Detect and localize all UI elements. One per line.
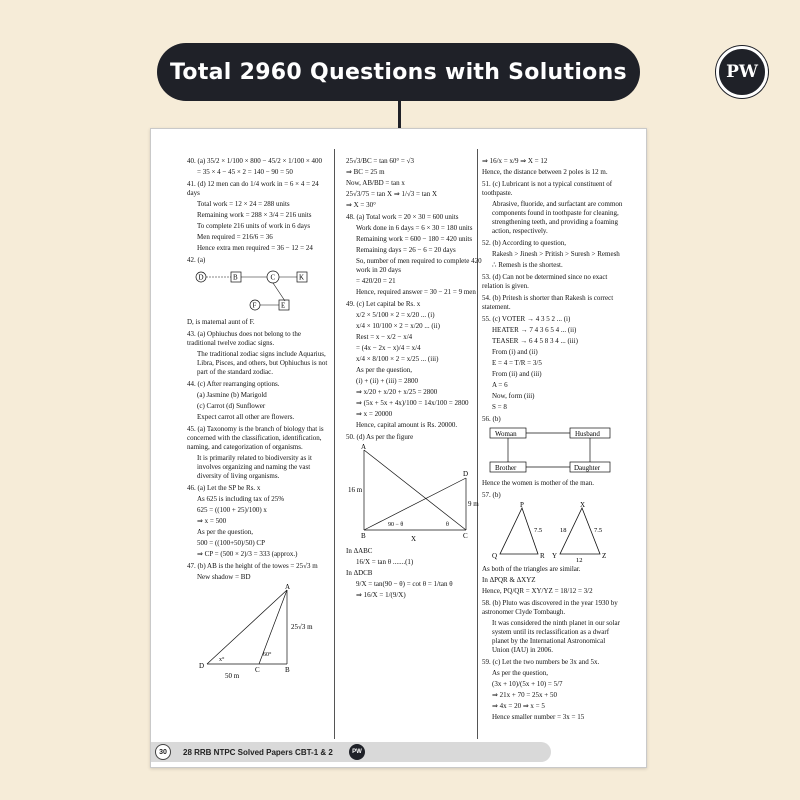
- text-line: 58. (b) Pluto was discovered in the year 1930 by astronomer Clyde Tombaugh.: [482, 599, 618, 616]
- text-line: 57. (b): [482, 491, 501, 499]
- text-line: Abrasive, fluoride, and surfactant are common components found in toothpaste for cleaning, strengthening teeth, and providing a foaming action, respectively.: [492, 200, 623, 235]
- text-line: 54. (b) Pritesh is shorter than Rakesh is correct statement.: [482, 294, 614, 311]
- text-line: ⇒ x/20 + x/20 + x/25 = 2800: [356, 388, 438, 396]
- text-line: Remaining days = 26 − 6 = 20 days: [356, 246, 456, 254]
- text-line: 49. (c) Let capital be Rs. x: [346, 300, 421, 308]
- side-label: 7.5: [534, 527, 543, 534]
- text-line: So, number of men required to complete 420 work in 20 days: [356, 257, 482, 274]
- box-label: Daughter: [574, 464, 601, 472]
- text-line: (i) + (ii) + (iii) = 2800: [356, 377, 418, 385]
- text-line: 40. (a) 35/2 × 1/100 × 800 − 45/2 × 1/100 × 400: [187, 157, 323, 165]
- text-line: Rest = x − x/2 − x/4: [356, 333, 413, 341]
- text-line: Hence, required answer = 30 − 21 = 9 men: [356, 288, 476, 296]
- point-label: A: [361, 443, 367, 451]
- vertex-label: Z: [602, 552, 607, 560]
- question-45: [187, 425, 328, 481]
- angle-label: x°: [219, 657, 225, 663]
- side-label: 12: [576, 557, 583, 564]
- text-line: As 625 is including tax of 25%: [197, 495, 285, 503]
- point-label: B: [285, 666, 290, 674]
- angle-label: 90 − θ: [388, 522, 404, 528]
- text-line: ⇒ X = 30°: [346, 201, 376, 209]
- text-line: ⇒ 16/X = 1/(9/X): [356, 591, 406, 599]
- text-line: 46. (a) Let the SP be Rs. x: [187, 484, 261, 492]
- node-label: D: [198, 273, 204, 282]
- text-line: Hence, capital amount is Rs. 20000.: [356, 421, 458, 429]
- question-47: [187, 562, 328, 683]
- text-line: Hence, the distance between 2 poles is 12 m.: [482, 168, 608, 176]
- text-line: As both of the triangles are similar.: [482, 565, 581, 573]
- text-line: It was considered the ninth planet in our solar system until its reclassification as a dwarf planet by the International Astronomical Union (IAU) in 2006.: [492, 619, 620, 654]
- side-label: 7.5: [594, 527, 603, 534]
- angle-label: 60°: [263, 652, 272, 658]
- page-footer: [151, 742, 551, 762]
- question-54: [482, 294, 624, 312]
- question-56: [482, 415, 624, 488]
- text-line: = 35 × 4 − 45 × 2 = 140 − 90 = 50: [197, 168, 293, 176]
- question-42: [187, 256, 328, 327]
- question-53: [482, 273, 624, 291]
- question-50: [346, 433, 486, 600]
- text-line: 50. (d) As per the figure: [346, 433, 414, 441]
- text-line: The traditional zodiac signs include Aquarius, Libra, Pisces, and others, but Ophiuchus is not part of the standard zodiac.: [197, 350, 328, 376]
- box-label: Brother: [495, 464, 517, 472]
- column-3: [482, 157, 624, 725]
- question-58: [482, 599, 624, 655]
- text-line: 44. (c) After rearranging options.: [187, 380, 280, 388]
- vertex-label: X: [580, 501, 586, 509]
- text-line: Hence extra men required = 36 − 12 = 24: [197, 244, 313, 252]
- text-line: Hence the women is mother of the man.: [482, 479, 594, 487]
- text-line: 52. (b) According to question,: [482, 239, 566, 247]
- text-line: 500 = ((100+50)/50) CP: [197, 539, 265, 547]
- text-line: ⇒ (5x + 5x + 4x)/100 = 14x/100 = 2800: [356, 399, 469, 407]
- text-line: 25√3/75 = tan X ⇒ 1/√3 = tan X: [346, 190, 438, 198]
- box-label: Woman: [495, 430, 517, 438]
- text-line: 56. (b): [482, 415, 501, 423]
- text-line: 25√3/BC = tan 60° = √3: [346, 157, 414, 165]
- text-line: ⇒ x = 500: [197, 517, 227, 525]
- continuation-50: [482, 157, 624, 177]
- text-line: = (4x − 2x − x)/4 = x/4: [356, 344, 421, 352]
- length-label: 16 m: [348, 486, 363, 494]
- point-label: D: [463, 470, 469, 478]
- column-1: [187, 157, 328, 686]
- point-label: D: [199, 662, 205, 670]
- text-line: From (ii) and (iii): [492, 370, 542, 378]
- similar-triangles-diagram: [482, 502, 624, 562]
- text-line: 47. (b) AB is the height of the towes = 25√3 m: [187, 562, 318, 570]
- text-line: 45. (a) Taxonomy is the branch of biology that is concerned with the classification, identification, naming, and categorization of organisms.: [187, 425, 324, 451]
- text-line: D, is maternal aunt of F.: [187, 318, 255, 326]
- box-label: Husband: [575, 430, 600, 438]
- text-line: TEASER → 6 4 5 8 3 4 ... (iii): [492, 337, 578, 345]
- point-label: C: [255, 666, 260, 674]
- text-line: Hence smaller number = 3x = 15: [492, 713, 585, 721]
- tower-shadow-diagram: [187, 584, 328, 680]
- book-title: 28 RRB NTPC Solved Papers CBT-1 & 2: [183, 747, 333, 757]
- text-line: Hence, PQ/QR = XY/YZ = 18/12 = 3/2: [482, 587, 593, 595]
- text-line: x/4 × 10/100 × 2 = x/20 ... (ii): [356, 322, 440, 330]
- question-48: [346, 213, 486, 297]
- text-line: In ΔPQR & ΔXYZ: [482, 576, 536, 584]
- question-44: [187, 380, 328, 422]
- text-line: In ΔABC: [346, 547, 373, 555]
- text-line: 625 = ((100 + 25)/100) x: [197, 506, 267, 514]
- title-banner: [157, 43, 640, 101]
- text-line: 51. (c) Lubricant is not a typical constituent of toothpaste.: [482, 180, 613, 197]
- text-line: 41. (d) 12 men can do 1/4 work in = 6 × 4 = 24 days: [187, 180, 319, 197]
- text-line: As per the question,: [492, 669, 548, 677]
- pw-logo: [716, 46, 768, 98]
- node-label: F: [252, 301, 257, 310]
- family-tree-diagram: [187, 267, 328, 315]
- text-line: (a) Jasmine (b) Marigold: [197, 391, 267, 399]
- vertex-label: R: [540, 552, 545, 560]
- text-line: 16/X = tan θ .......(1): [356, 558, 414, 566]
- text-line: 48. (a) Total work = 20 × 30 = 600 units: [346, 213, 459, 221]
- text-line: x/2 × 5/100 × 2 = x/20 ... (i): [356, 311, 435, 319]
- column-divider: [334, 149, 335, 739]
- text-line: Expect carrot all other are flowers.: [197, 413, 295, 421]
- length-label: 25√3 m: [291, 623, 313, 631]
- length-label: 9 m: [468, 500, 479, 508]
- question-41: [187, 180, 328, 253]
- vertex-label: P: [520, 501, 524, 509]
- text-line: 53. (d) Can not be determined since no exact relation is given.: [482, 273, 608, 290]
- text-line: Men required = 216/6 = 36: [197, 233, 273, 241]
- text-line: Now, form (iii): [492, 392, 535, 400]
- question-57: [482, 491, 624, 596]
- text-line: ⇒ BC = 25 m: [346, 168, 385, 176]
- page-number: 30: [155, 744, 171, 760]
- text-line: (3x + 10)/(5x + 10) = 5/7: [492, 680, 563, 688]
- node-label: C: [270, 273, 276, 282]
- text-line: Total work = 12 × 24 = 288 units: [197, 200, 290, 208]
- text-line: Work done in 6 days = 6 × 30 = 180 units: [356, 224, 473, 232]
- text-line: (c) Carrot (d) Sunflower: [197, 402, 266, 410]
- text-line: In ΔDCB: [346, 569, 373, 577]
- poles-diagram: [346, 443, 479, 544]
- text-line: ∴ Remesh is the shortest.: [492, 261, 563, 269]
- question-51: [482, 180, 624, 236]
- question-55: [482, 315, 624, 412]
- text-line: ⇒ x = 20000: [356, 410, 393, 418]
- text-line: As per the question,: [197, 528, 253, 536]
- text-line: Remaining work = 600 − 180 = 420 units: [356, 235, 473, 243]
- text-line: E = 4 = T/R = 3/5: [492, 359, 542, 367]
- text-line: HEATER → 7 4 3 6 5 4 ... (ii): [492, 326, 577, 334]
- banner-title: Total 2960 Questions with Solutions: [170, 59, 627, 85]
- point-label: C: [463, 532, 468, 540]
- text-line: 9/X = tan(90 − θ) = cot θ = 1/tan θ: [356, 580, 453, 588]
- vertex-label: Q: [492, 552, 498, 560]
- text-line: x/4 × 8/100 × 2 = x/25 ... (iii): [356, 355, 439, 363]
- text-line: Remaining work = 288 × 3/4 = 216 units: [197, 211, 312, 219]
- text-line: Now, AB/BD = tan x: [346, 179, 405, 187]
- node-label: E: [281, 301, 286, 310]
- text-line: ⇒ 21x + 70 = 25x + 50: [492, 691, 557, 699]
- text-line: 43. (a) Ophiuchus does not belong to the traditional twelve zodiac signs.: [187, 330, 301, 347]
- text-line: A = 6: [492, 381, 508, 389]
- column-2: [346, 157, 486, 603]
- text-line: New shadow = BD: [197, 573, 251, 581]
- text-line: Rakesh > Jinesh > Pritish > Suresh > Remesh: [492, 250, 620, 258]
- node-label: K: [299, 273, 305, 282]
- text-line: From (i) and (ii): [492, 348, 538, 356]
- text-line: = 420/20 = 21: [356, 277, 396, 285]
- length-label: X: [411, 535, 417, 543]
- text-line: ⇒ CP = (500 × 2)/3 = 333 (approx.): [197, 550, 298, 558]
- question-46: [187, 484, 328, 559]
- length-label: 50 m: [225, 672, 240, 680]
- book-page: [150, 128, 647, 768]
- node-label: B: [233, 273, 238, 282]
- relationship-diagram: [482, 426, 624, 476]
- text-line: ⇒ 4x = 20 ⇒ x = 5: [492, 702, 545, 710]
- point-label: A: [285, 583, 291, 591]
- text-line: It is primarily related to biodiversity as it involves organizing and naming the vast diversity of living organisms.: [197, 454, 312, 480]
- text-line: 42. (a): [187, 256, 206, 264]
- question-52: [482, 239, 624, 270]
- continuation-47: [346, 157, 486, 210]
- text-line: ⇒ 16/x = x/9 ⇒ X = 12: [482, 157, 548, 165]
- text-line: S = 8: [492, 403, 507, 411]
- question-59: [482, 658, 624, 722]
- vertex-label: Y: [552, 552, 558, 560]
- text-line: 55. (c) VOTER → 4 3 5 2 ... (i): [482, 315, 571, 323]
- logo-text: PW: [726, 61, 758, 82]
- point-label: B: [361, 532, 366, 540]
- question-40: [187, 157, 328, 177]
- question-49: [346, 300, 486, 430]
- footer-logo: PW: [349, 744, 365, 760]
- question-43: [187, 330, 328, 377]
- text-line: As per the question,: [356, 366, 412, 374]
- text-line: To complete 216 units of work in 6 days: [197, 222, 311, 230]
- angle-label: θ: [446, 522, 449, 528]
- text-line: 59. (c) Let the two numbers be 3x and 5x.: [482, 658, 600, 666]
- side-label: 18: [560, 527, 567, 534]
